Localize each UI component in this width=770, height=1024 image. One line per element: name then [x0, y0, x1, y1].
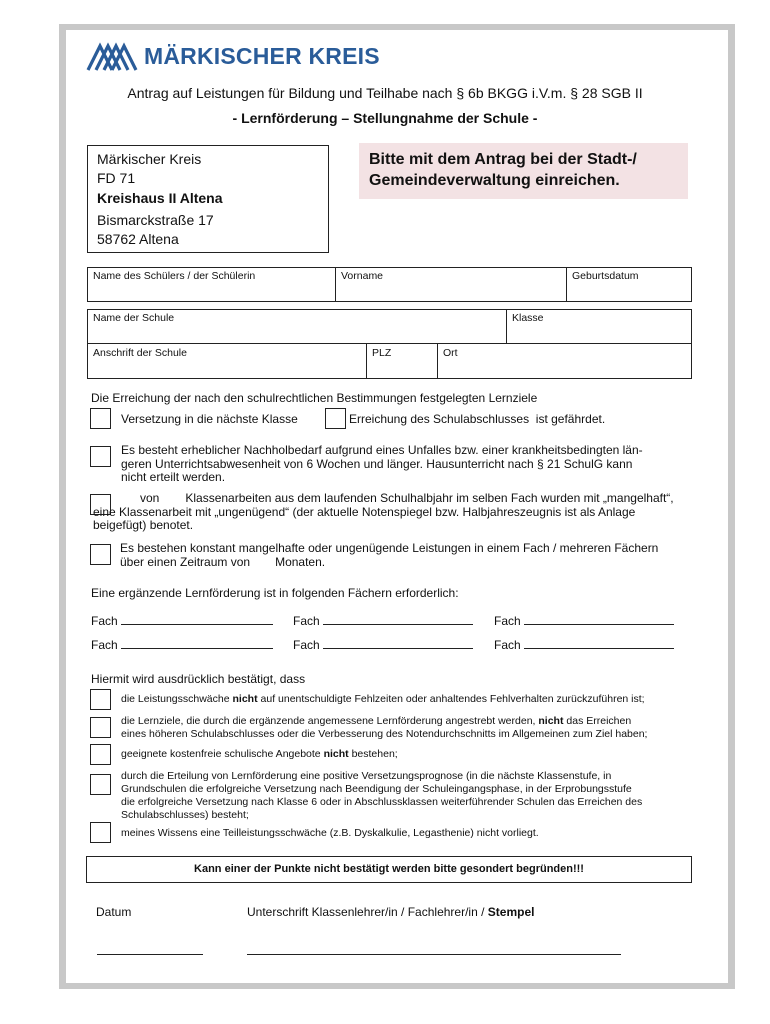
first-name-field[interactable] — [336, 267, 565, 300]
subject-label-4: Fach — [91, 638, 118, 652]
graduation-text: Erreichung des Schulabschlusses — [349, 412, 530, 426]
confirm-disorder-checkbox[interactable] — [90, 822, 111, 843]
graduation-checkbox[interactable] — [325, 408, 346, 429]
confirm-goals-checkbox[interactable] — [90, 717, 111, 738]
c3-part-a: geeignete kostenfreie schulische Angebote — [121, 748, 324, 760]
confirm-absence-checkbox[interactable] — [90, 689, 111, 710]
section1-heading: Die Erreichung der nach den schulrechtlichen Bestimmungen festgelegten Lernziele — [91, 391, 538, 405]
notice-line-1: Bitte mit dem Antrag bei der Stadt-/ — [369, 151, 637, 168]
c4-line-2: Grundschulen die erfolgreiche Versetzung nach Beendigung der Schuleingangsphase, in der Erprobungsstufe — [121, 783, 632, 795]
illness-text — [121, 444, 701, 485]
constant-poor-checkbox[interactable] — [90, 544, 111, 565]
school-address-label: Anschrift der Schule — [93, 347, 187, 359]
notice-line-2: Gemeindeverwaltung einreichen. — [369, 172, 620, 189]
class-field[interactable] — [507, 309, 691, 342]
subject-label-1: Fach — [91, 614, 118, 628]
endangered-text: ist gefährdet. — [535, 412, 606, 426]
c3-part-c: bestehen; — [348, 748, 398, 760]
subject-field-6[interactable] — [494, 638, 674, 652]
address-line-4: Bismarckstraße 17 — [97, 212, 214, 228]
school-name-label: Name der Schule — [93, 312, 175, 324]
subject-field-3[interactable] — [494, 614, 674, 628]
c2-line-2: eines höheren Schulabschlusses oder die Verbesserung des Notendurchschnitts im Allgemeinen zum Ziel haben; — [121, 728, 648, 740]
student-name-label: Name des Schülers / der Schülerin — [93, 270, 256, 282]
graduation-label — [349, 413, 605, 427]
confirm-prognosis-text — [121, 770, 721, 822]
address-line-1: Märkischer Kreis — [97, 151, 202, 167]
c4-line-3: die erfolgreiche Versetzung nach Klasse 6 oder in Abschlussklassen weiterführender Schulen das Erreichen des — [121, 796, 643, 808]
stamp-label: Stempel — [487, 905, 535, 919]
confirm-disorder-text: meines Wissens eine Teilleistungsschwäche (z.B. Dyskalkulie, Legasthenie) nicht vorliegt. — [121, 827, 539, 839]
c1-part-c: auf unentschuldigte Fehlzeiten oder anhaltendes Fehlverhalten zurückzuführen ist; — [257, 693, 645, 705]
c1-part-b: nicht — [232, 693, 258, 705]
illness-line-2: geren Unterrichtsabwesenheit von 6 Wochen und länger. Hausunterricht nach § 21 SchulG kann — [121, 456, 633, 471]
exam-line-1: Klassenarbeiten aus dem laufenden Schulhalbjahr im selben Fach wurden mit „mangelhaft“, — [185, 491, 674, 505]
plz-field[interactable] — [367, 344, 436, 378]
date-label: Datum — [96, 905, 132, 919]
justification-banner: Kann einer der Punkte nicht bestätigt werden bitte gesondert begründen!!! — [86, 856, 692, 883]
city-label: Ort — [443, 347, 458, 359]
plz-label: PLZ — [372, 347, 392, 359]
c1-part-a: die Leistungsschwäche — [121, 693, 233, 705]
date-line[interactable] — [97, 954, 203, 955]
subject-label-5: Fach — [293, 638, 320, 652]
signature-label — [247, 905, 534, 919]
birth-date-label: Geburtsdatum — [572, 270, 639, 282]
city-field[interactable] — [438, 344, 691, 378]
confirm-offers-text — [121, 748, 711, 761]
logo-text: MÄRKISCHER KREIS — [144, 42, 380, 69]
school-address-field[interactable] — [88, 344, 365, 378]
subject-field-2[interactable] — [293, 614, 473, 628]
exam-grades-text — [93, 492, 713, 533]
subject-label-6: Fach — [494, 638, 521, 652]
c2-part-c: das Erreichen — [563, 715, 632, 727]
subject-label-2: Fach — [293, 614, 320, 628]
birth-date-field[interactable] — [567, 267, 691, 300]
confirm-goals-text — [121, 715, 721, 741]
section3-heading: Hiermit wird ausdrücklich bestätigt, dass — [91, 672, 306, 686]
form-title: Antrag auf Leistungen für Bildung und Teilhabe nach § 6b BKGG i.V.m. § 28 SGB II — [127, 85, 643, 101]
c3-part-b: nicht — [323, 748, 349, 760]
form-subtitle: - Lernförderung – Stellungnahme der Schule - — [232, 110, 538, 126]
logo — [86, 38, 380, 74]
illness-line-1: Es besteht erheblicher Nachholbedarf aufgrund eines Unfalles bzw. einer krankheitsbedingten län- — [121, 443, 643, 457]
exam-count-von: von — [140, 491, 160, 505]
c4-line-4: Schulabschlusses) besteht; — [121, 809, 249, 821]
c2-part-a: die Lernziele, die durch die ergänzende angemessene Lernförderung angestrebt werden, — [121, 715, 539, 727]
signature-line[interactable] — [247, 954, 621, 955]
subject-field-4[interactable] — [91, 638, 273, 652]
maerkischer-kreis-logo-icon — [86, 40, 138, 72]
constant-poor-line-1: Es bestehen konstant mangelhafte oder ungenügende Leistungen in einem Fach / mehreren Fächern — [120, 541, 659, 555]
school-name-field[interactable] — [88, 309, 505, 342]
c2-part-b: nicht — [538, 715, 564, 727]
signature-label-text: Unterschrift Klassenlehrer/in / Fachlehrer/in / — [247, 905, 488, 919]
student-name-field[interactable] — [88, 267, 334, 300]
confirm-offers-checkbox[interactable] — [90, 744, 111, 765]
confirm-absence-text — [121, 693, 711, 706]
constant-poor-text — [120, 542, 710, 569]
first-name-label: Vorname — [341, 270, 384, 282]
section2-heading: Eine ergänzende Lernförderung ist in folgenden Fächern erforderlich: — [91, 586, 459, 600]
promotion-label: Versetzung in die nächste Klasse — [121, 412, 298, 426]
exam-line-3: beigefügt) benotet. — [93, 518, 194, 532]
address-line-3: Kreishaus II Altena — [97, 190, 223, 206]
c4-line-1: durch die Erteilung von Lernförderung eine positive Versetzungsprognose (in die nächste Klassenstufe, in — [121, 770, 612, 782]
exam-line-2: eine Klassenarbeit mit „ungenügend“ (der aktuelle Notenspiegel bzw. Halbjahreszeugnis ist als Anlage — [93, 504, 636, 519]
illness-checkbox[interactable] — [90, 446, 111, 467]
subject-field-5[interactable] — [293, 638, 473, 652]
constant-poor-line-2a: über einen Zeitraum von — [120, 554, 251, 569]
class-label: Klasse — [512, 312, 544, 324]
confirm-prognosis-checkbox[interactable] — [90, 774, 111, 795]
illness-line-3: nicht erteilt werden. — [121, 470, 226, 484]
constant-poor-line-2b: Monaten. — [275, 554, 326, 569]
submission-notice — [359, 143, 688, 199]
promotion-checkbox[interactable] — [90, 408, 111, 429]
recipient-address — [87, 145, 329, 253]
subject-label-3: Fach — [494, 614, 521, 628]
address-line-2: FD 71 — [97, 170, 136, 186]
subject-field-1[interactable] — [91, 614, 273, 628]
address-line-5: 58762 Altena — [97, 231, 179, 247]
